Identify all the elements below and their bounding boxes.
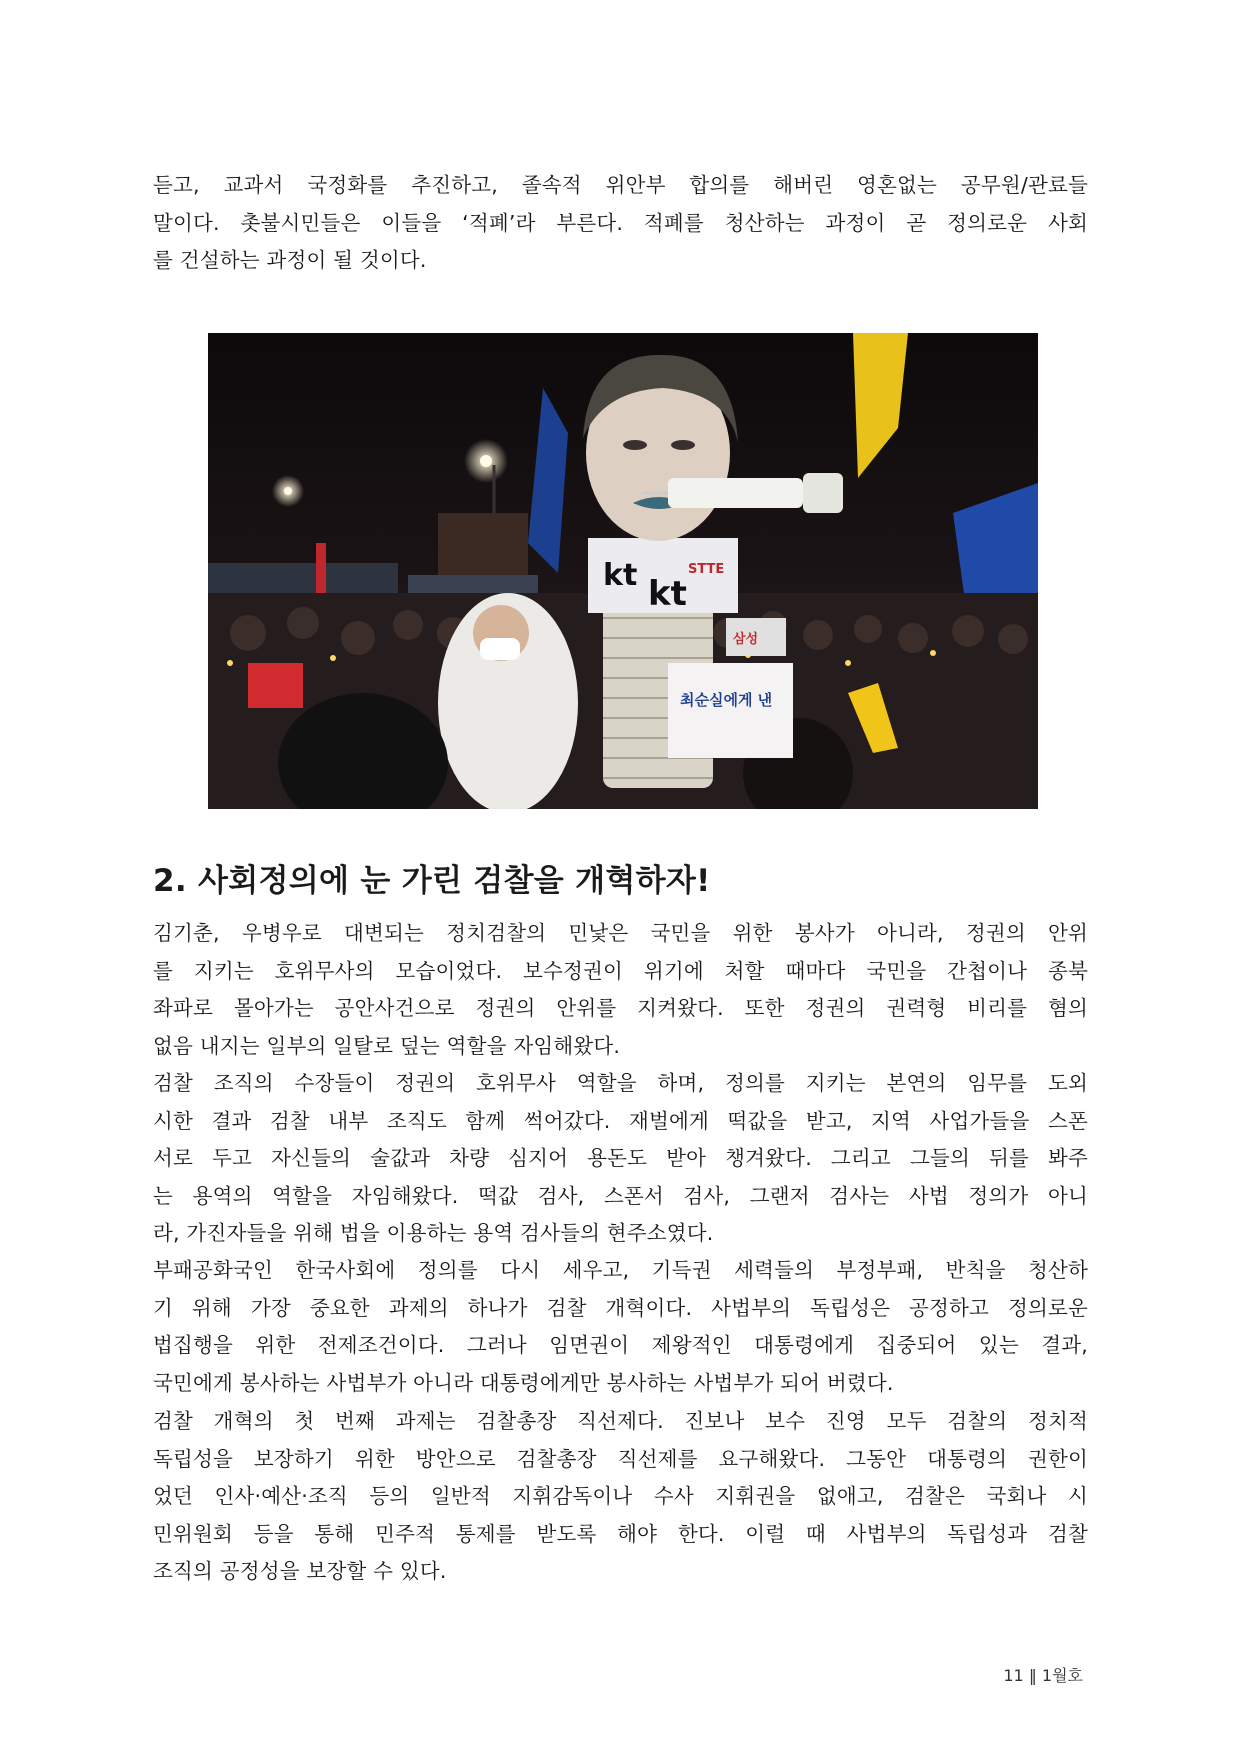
text-line: 말이다. 촛불시민들은 이들을 ‘적폐’라 부른다. 적폐를 청산하는 과정이 곧 정의로운 사회	[153, 210, 1088, 235]
footer-separator: ‖	[1028, 1666, 1037, 1685]
sign-text: kt	[648, 574, 687, 614]
text-line: 라, 가진자들을 위해 법을 이용하는 용역 검사들의 현주소였다.	[153, 1221, 714, 1245]
sign-text: 최순실에게 낸	[680, 691, 773, 709]
section-heading: 2. 사회정의에 눈 가린 검찰을 개혁하자!	[153, 863, 711, 899]
sign-text: STTE	[688, 562, 725, 577]
sign-text: kt	[603, 558, 638, 593]
text-line: 검찰 조직의 수장들이 정권의 호위무사 역할을 하며, 정의를 지키는 본연의 임무를 도외	[153, 1071, 1088, 1095]
bus	[208, 563, 398, 593]
protest-photo	[208, 333, 1038, 809]
placard	[668, 663, 793, 758]
text-line: 는 용역의 역할을 자임해왔다. 떡값 검사, 스폰서 검사, 그랜저 검사는 사법 정의가 아니	[153, 1183, 1088, 1208]
text-line: 기 위해 가장 중요한 과제의 하나가 검찰 개혁이다. 사법부의 독립성은 공정하고 정의로운	[153, 1295, 1088, 1320]
page-number: 11	[1003, 1666, 1024, 1685]
text-line: 독립성을 보장하기 위한 방안으로 검찰총장 직선제를 요구해왔다. 그동안 대통령의 권한이	[153, 1446, 1088, 1471]
text-line: 좌파로 몰아가는 공안사건으로 정권의 안위를 지켜왔다. 또한 정권의 권력형 비리를 혐의	[153, 996, 1088, 1020]
text-line: 검찰 개혁의 첫 번째 과제는 검찰총장 직선제다. 진보나 보수 진영 모두 검찰의 정치적	[153, 1409, 1088, 1433]
text-line: 었던 인사·예산·조직 등의 일반적 지휘감독이나 수사 지휘권을 없애고, 검찰은 국회나 시	[153, 1484, 1088, 1508]
text-line: 부패공화국인 한국사회에 정의를 다시 세우고, 기득권 세력들의 부정부패, 반칙을 청산하	[153, 1258, 1088, 1282]
building	[438, 513, 528, 583]
text-line: 없음 내지는 일부의 일탈로 덮는 역할을 자임해왔다.	[153, 1033, 621, 1058]
text-line: 법집행을 위한 전제조건이다. 그러나 임면권이 제왕적인 대통령에게 집중되어 있는 결과,	[153, 1333, 1088, 1357]
text-line: 국민에게 봉사하는 사법부가 아니라 대통령에게만 봉사하는 사법부가 되어 버렸다.	[153, 1370, 894, 1395]
text-line: 조직의 공정성을 보장할 수 있다.	[153, 1559, 447, 1583]
body-paragraph	[153, 1252, 1088, 1402]
protest-photo-illustration	[208, 333, 1038, 809]
body-paragraph	[153, 1403, 1088, 1591]
body-paragraph	[153, 1065, 1088, 1253]
text-line: 를 건설하는 과정이 될 것이다.	[153, 248, 427, 272]
issue-label: 1월호	[1041, 1666, 1083, 1685]
text-line: 민위원회 등을 통해 민주적 통제를 받도록 해야 한다. 이럴 때 사법부의 독립성과 검찰	[153, 1521, 1088, 1546]
body-paragraph	[153, 915, 1088, 1065]
sign-text: 삼성	[733, 632, 759, 647]
intro-paragraph	[153, 167, 1088, 280]
text-line: 김기춘, 우병우로 대변되는 정치검찰의 민낯은 국민을 위한 봉사가 아니라, 정권의 안위	[153, 921, 1088, 945]
syringe	[668, 478, 803, 508]
text-line: 시한 결과 검찰 내부 조직도 함께 썩어갔다. 재벌에게 떡값을 받고, 지역 사업가들을 스폰	[153, 1108, 1088, 1133]
page-footer	[1003, 1663, 1083, 1686]
red-placard	[248, 663, 303, 708]
text-line: 듣고, 교과서 국정화를 추진하고, 졸속적 위안부 합의를 해버린 영혼없는 공무원/관료들	[153, 173, 1088, 197]
text-line: 서로 두고 자신들의 술값과 차량 심지어 용돈도 받아 챙겨왔다. 그리고 그들의 뒤를 봐주	[153, 1146, 1088, 1170]
text-line: 를 지키는 호위무사의 모습이었다. 보수정권이 위기에 처할 때마다 국민을 간첩이나 종북	[153, 958, 1088, 983]
